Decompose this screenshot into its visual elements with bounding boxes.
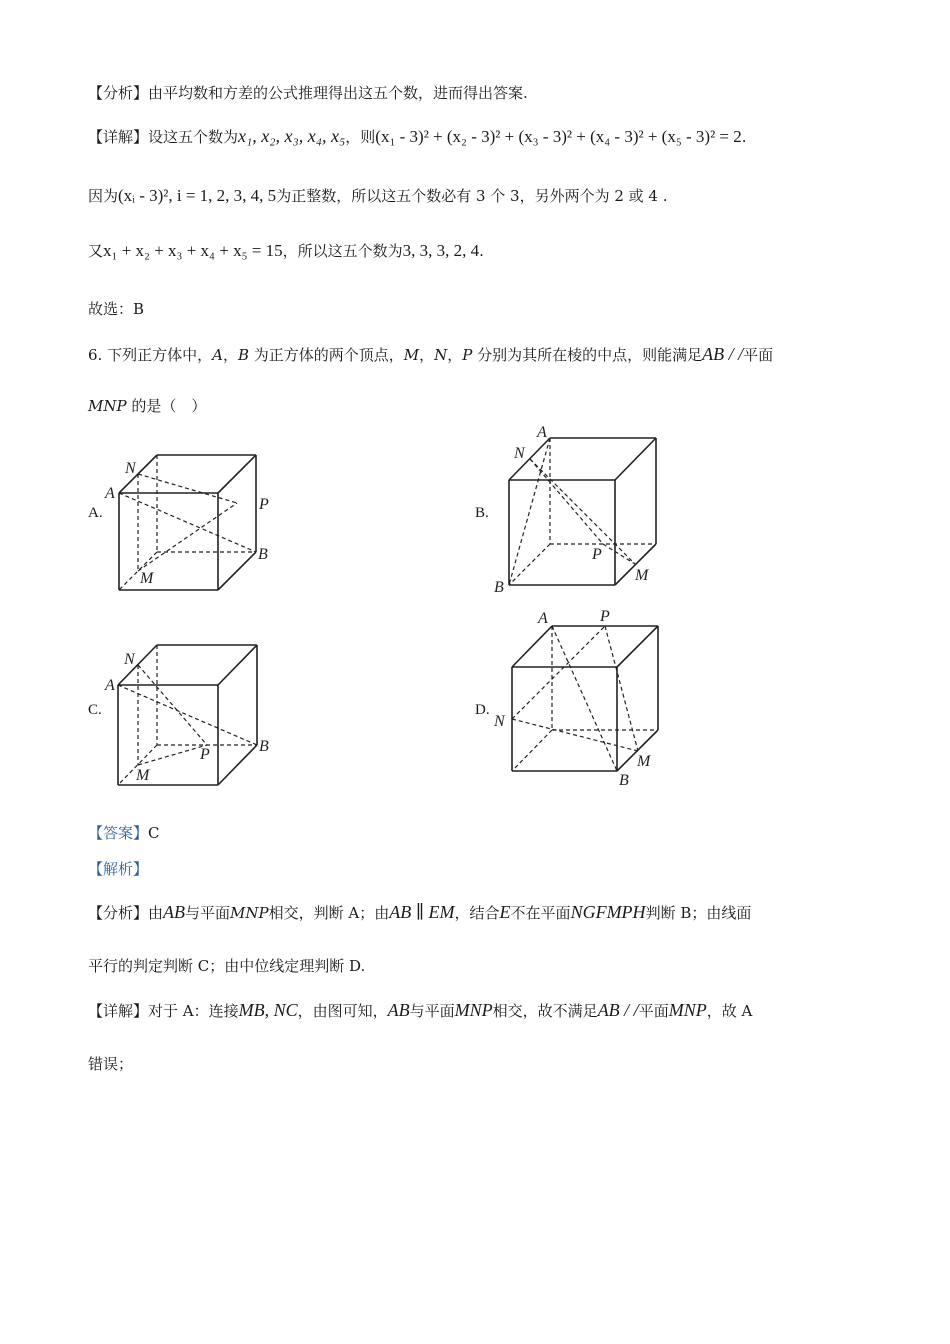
- d2-text: ，由图可知，: [297, 1002, 388, 1020]
- d1-text: 对于 A：连接: [148, 1002, 239, 1020]
- q6-mid: 为正方体的两个顶点，: [248, 346, 404, 364]
- because-formula: (xᵢ - 3)², i = 1, 2, 3, 4, 5: [118, 186, 277, 205]
- q6-M: M: [403, 346, 420, 364]
- d6-text: ，故 A: [706, 1002, 753, 1020]
- cube-figure-b: [490, 420, 670, 600]
- edge: [218, 552, 256, 590]
- q6-pre: 6. 下列正方体中，: [88, 346, 213, 364]
- option-c-label: C.: [88, 702, 102, 718]
- also-paragraph: [88, 240, 484, 261]
- jiexi-tag: 【解析】: [88, 860, 149, 878]
- a5-text: 不在平面: [510, 904, 571, 922]
- ngfmph-text: NGFMPH: [570, 902, 646, 922]
- mnp-text: MNP: [230, 904, 269, 922]
- q6-line2-post: 的是（ ）: [126, 397, 207, 415]
- q6-N: N: [434, 346, 448, 364]
- q6-A: A: [212, 346, 223, 364]
- because-paragraph: [88, 185, 668, 206]
- analysis-tag: 【分析】: [88, 84, 149, 102]
- segment-pm: [603, 544, 635, 564]
- q6-post: 分别为其所在棱的中点，则能满足: [472, 346, 703, 364]
- detail-pre: 设这五个数为: [148, 128, 239, 146]
- label-p: P: [200, 746, 210, 763]
- mb-nc-text: MB, NC: [238, 1000, 298, 1020]
- q6-P: P: [462, 346, 473, 364]
- analysis-paragraph-1: [88, 82, 528, 103]
- a1-text: 由: [148, 904, 164, 922]
- option-a-label: A.: [88, 505, 103, 521]
- e-text: E: [499, 902, 511, 922]
- q6-mnp: MNP: [88, 397, 127, 415]
- mnp-text-3: MNP: [668, 1000, 707, 1020]
- a4-text: ，结合: [454, 904, 500, 922]
- edge: [218, 745, 257, 785]
- also-mid: ，所以这五个数为: [282, 242, 403, 260]
- label-p: P: [259, 496, 269, 513]
- analysis-tag-2: 【分析】: [88, 904, 149, 922]
- label-p: P: [600, 608, 610, 625]
- option-b-label: B.: [475, 505, 489, 521]
- segment-nm: [512, 719, 638, 751]
- segment-ab: [118, 685, 257, 745]
- question-6-line-1: 6. 下列正方体中，A，B 为正方体的两个顶点，M，N，P 分别为其所在棱的中点，则能满足AB / /平面: [88, 344, 774, 364]
- answer-tag: 【答案】: [88, 824, 149, 842]
- label-n: N: [125, 460, 136, 477]
- label-a: A: [105, 677, 115, 694]
- label-m: M: [140, 570, 154, 587]
- sum-formula: x₁ + x₂ + x₃ + x₄ + x₅ = 15: [103, 241, 283, 260]
- d4-text: 相交，故不满足: [492, 1002, 598, 1020]
- label-a: A: [538, 610, 548, 627]
- five-values: 3, 3, 3, 2, 4: [402, 241, 480, 260]
- detail-end: .: [741, 128, 747, 146]
- edge: [617, 626, 658, 667]
- detail-tag-2: 【详解】: [88, 1002, 149, 1020]
- hidden-edge: [509, 544, 550, 585]
- a3-text: 相交，判断 A；由: [268, 904, 390, 922]
- analysis-text: 由平均数和方差的公式推理得出这五个数，进而得出答案.: [148, 84, 528, 102]
- cube-figure-a: [100, 445, 280, 595]
- label-a: A: [537, 424, 547, 441]
- ab-parallel-text: AB / /: [597, 1000, 639, 1020]
- cube-figure-c: [100, 640, 280, 790]
- a2-text: 与平面: [185, 904, 231, 922]
- label-n: N: [124, 651, 135, 668]
- also-pre: 又: [88, 242, 104, 260]
- analysis-paragraph-2: [88, 902, 751, 923]
- q6-B: B: [237, 346, 249, 364]
- q6-sep1: ，: [222, 346, 238, 364]
- answer-value: C: [148, 824, 160, 842]
- answer-line: [88, 822, 160, 843]
- d5-text: 平面: [638, 1002, 669, 1020]
- label-n: N: [514, 445, 525, 462]
- edge: [615, 438, 656, 480]
- detail-paragraph-1: [88, 126, 747, 147]
- label-b: B: [259, 738, 269, 755]
- ab-text: AB: [163, 902, 186, 922]
- cube-figure-d: [490, 605, 670, 790]
- choice-line: 故选：B: [88, 300, 145, 318]
- q6-ab-parallel: AB / /: [702, 344, 744, 364]
- option-d-label: D.: [475, 702, 490, 718]
- five-vars: x₁, x₂, x₃, x₄, x₅: [238, 126, 346, 146]
- edge: [512, 626, 552, 667]
- hidden-edge: [512, 730, 552, 771]
- label-m: M: [635, 567, 649, 584]
- label-n: N: [494, 713, 505, 730]
- detail-mid: ，则: [345, 128, 376, 146]
- edge: [218, 645, 257, 685]
- label-a: A: [105, 485, 115, 502]
- segment-ab: [119, 493, 256, 552]
- mnp-text-2: MNP: [454, 1000, 493, 1020]
- edge: [218, 455, 256, 493]
- label-b: B: [619, 772, 629, 789]
- ab-em-text: AB ∥ EM: [389, 902, 455, 922]
- because-post: 为正整数，所以这五个数必有 3 个 3，另外两个为 2 或 4 .: [276, 187, 668, 205]
- analysis-paragraph-2-cont: 平行的判定判断 C；由中位线定理判断 D.: [88, 957, 366, 975]
- label-m: M: [637, 753, 651, 770]
- label-p: P: [592, 546, 602, 563]
- detail-paragraph-2-cont: 错误；: [88, 1055, 134, 1073]
- question-6-line-2: [88, 395, 206, 416]
- a6-text: 判断 B；由线面: [645, 904, 752, 922]
- segment-mp: [138, 745, 207, 765]
- detail-tag: 【详解】: [88, 128, 149, 146]
- variance-formula: (x₁ - 3)² + (x₂ - 3)² + (x₃ - 3)² + (x₄ - 3)² + (x₅ - 3)² = 2: [375, 127, 742, 146]
- ab-text-2: AB: [387, 1000, 410, 1020]
- segment-pm: [605, 626, 638, 751]
- label-b: B: [494, 579, 504, 596]
- label-b: B: [258, 546, 268, 563]
- because-pre: 因为: [88, 187, 119, 205]
- q6-end: 平面: [743, 346, 774, 364]
- segment-np: [138, 665, 207, 745]
- also-end: .: [479, 242, 484, 260]
- d3-text: 与平面: [409, 1002, 455, 1020]
- detail-paragraph-2: [88, 1000, 752, 1021]
- segment-ab: [552, 626, 617, 771]
- segment-np: [530, 459, 603, 544]
- label-m: M: [136, 767, 150, 784]
